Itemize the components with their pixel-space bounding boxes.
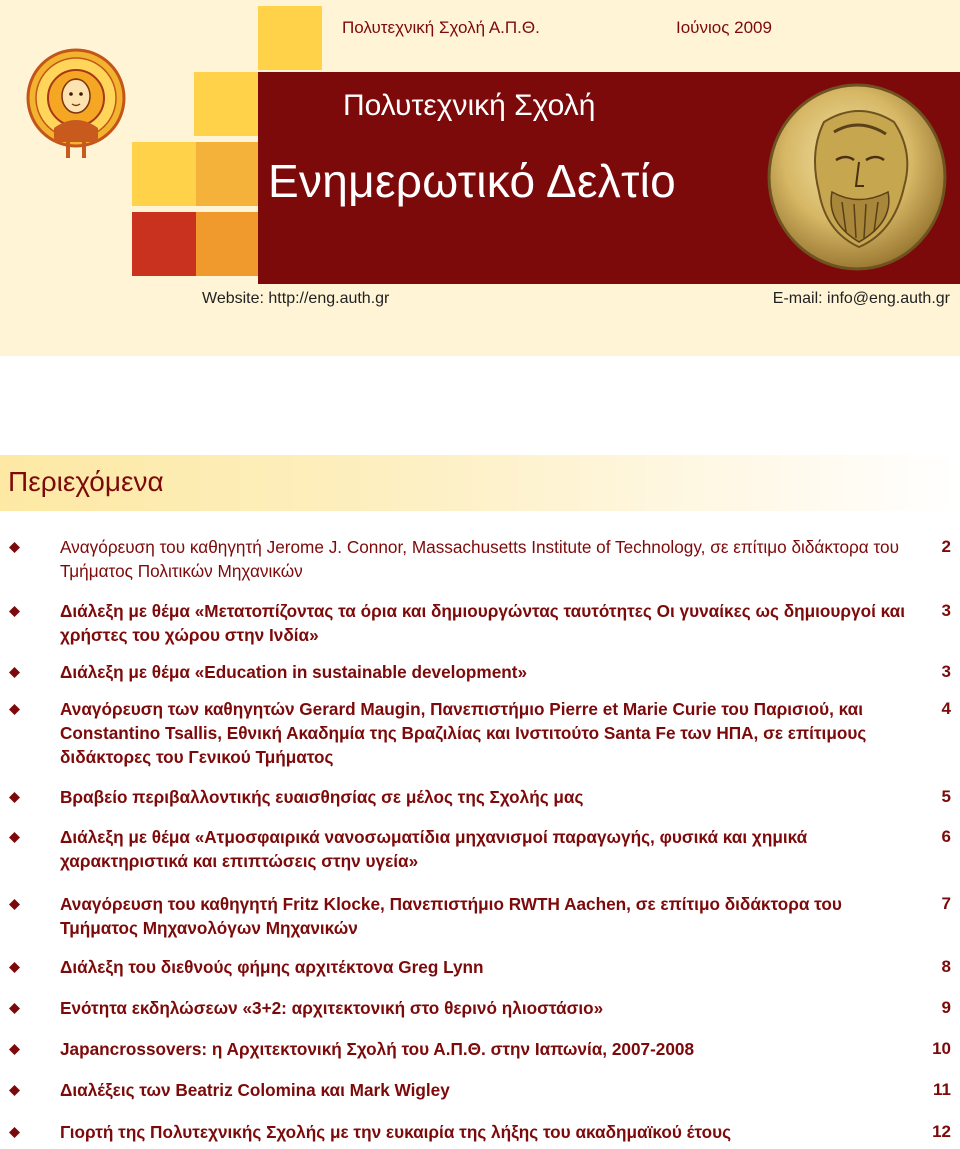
toc-item-title: Γιορτή της Πολυτεχνικής Σχολής με την ευκαιρία της λήξης του ακαδημαϊκού έτους <box>60 1122 732 1142</box>
deco-square <box>132 142 196 206</box>
toc-item-title: Διάλεξη με θέμα «Μετατοπίζοντας τα όρια και δημιουργώντας ταυτότητες Οι γυναίκες ως δημιουργοί και χρήστες του χώρου στην Ινδία» <box>60 601 906 645</box>
toc-page-number: 7 <box>941 894 951 913</box>
school-title: Πολυτεχνική Σχολή <box>343 89 596 122</box>
diamond-bullet-icon <box>9 1044 20 1055</box>
toc-page-number: 6 <box>941 827 951 846</box>
diamond-bullet-icon <box>9 899 20 910</box>
diamond-bullet-icon <box>9 962 20 973</box>
toc-item-title: Ενότητα εκδηλώσεων «3+2: αρχιτεκτονική στο θερινό ηλιοστάσιο» <box>60 998 604 1018</box>
diamond-bullet-icon <box>9 1127 20 1138</box>
diamond-bullet-icon <box>9 792 20 803</box>
diamond-bullet-icon <box>9 542 20 553</box>
toc-item-title: Japancrossovers: η Αρχιτεκτονική Σχολή του Α.Π.Θ. στην Ιαπωνία, 2007-2008 <box>60 1039 695 1059</box>
toc-item-title: Βραβείο περιβαλλοντικής ευαισθησίας σε μέλος της Σχολής μας <box>60 787 584 807</box>
toc-item-title: Διάλεξη με θέμα «Ατμοσφαιρικά νανοσωματίδια μηχανισμοί παραγωγής, φυσικά και χημικά χαρακτηριστικά και επιπτώσεις στην υγεία» <box>60 827 808 871</box>
toc-page-number: 3 <box>941 601 951 620</box>
toc-page-number: 12 <box>932 1122 951 1141</box>
email-link[interactable]: E-mail: info@eng.auth.gr <box>772 290 950 307</box>
deco-square <box>194 212 258 276</box>
university-seal-logo <box>24 42 128 166</box>
diamond-bullet-icon <box>9 832 20 843</box>
toc-page-number: 3 <box>941 662 951 681</box>
diamond-bullet-icon <box>9 1003 20 1014</box>
toc-page-number: 2 <box>941 537 951 556</box>
toc-item-title: Διάλεξη με θέμα «Education in sustainable development» <box>60 662 528 682</box>
diamond-bullet-icon <box>9 1085 20 1096</box>
ancient-coin-image <box>764 82 950 272</box>
diamond-bullet-icon <box>9 667 20 678</box>
masthead <box>0 0 960 356</box>
toc-page-number: 9 <box>941 998 951 1017</box>
toc-item-title: Αναγόρευση του καθηγητή Fritz Klocke, Πανεπιστήμιο RWTH Aachen, σε επίτιμο διδάκτορα του Τμήματος Μηχανολόγων Μηχανικών <box>60 894 842 938</box>
website-link[interactable]: Website: http://eng.auth.gr <box>202 290 390 307</box>
toc-item-title: Διάλεξη του διεθνούς φήμης αρχιτέκτονα Greg Lynn <box>60 957 484 977</box>
toc-item-title: Αναγόρευση των καθηγητών Gerard Maugin, Πανεπιστήμιο Pierre et Marie Curie του Παρισιού, και Constantino Tsallis, Εθνική Ακαδημία της Βραζιλίας και Ινστιτούτο Santa Fe των ΗΠΑ, σε επίτιμους διδάκτορες του Γενικού Τμήματος <box>60 699 867 767</box>
toc-item-title: Αναγόρευση του καθηγητή Jerome J. Connor, Massachusetts Institute of Technology, σε επίτιμο διδάκτορα του Τμήματος Πολιτικών Μηχανικών <box>60 537 900 581</box>
deco-square <box>194 142 258 206</box>
deco-square <box>132 212 196 276</box>
deco-square <box>194 72 258 136</box>
diamond-bullet-icon <box>9 704 20 715</box>
deco-square <box>258 6 322 70</box>
diamond-bullet-icon <box>9 606 20 617</box>
toc-page-number: 10 <box>932 1039 951 1058</box>
contents-title: Περιεχόμενα <box>8 466 164 497</box>
issue-date: Ιούνιος 2009 <box>676 18 772 37</box>
school-short-name: Πολυτεχνική Σχολή Α.Π.Θ. <box>342 18 540 37</box>
toc-page-number: 8 <box>941 957 951 976</box>
bulletin-title: Ενημερωτικό Δελτίο <box>268 155 676 207</box>
toc-page-number: 5 <box>941 787 951 806</box>
toc-page-number: 11 <box>933 1080 951 1099</box>
toc-page-number: 4 <box>941 699 951 718</box>
toc-item-title: Διαλέξεις των Beatriz Colomina και Mark Wigley <box>60 1080 450 1100</box>
